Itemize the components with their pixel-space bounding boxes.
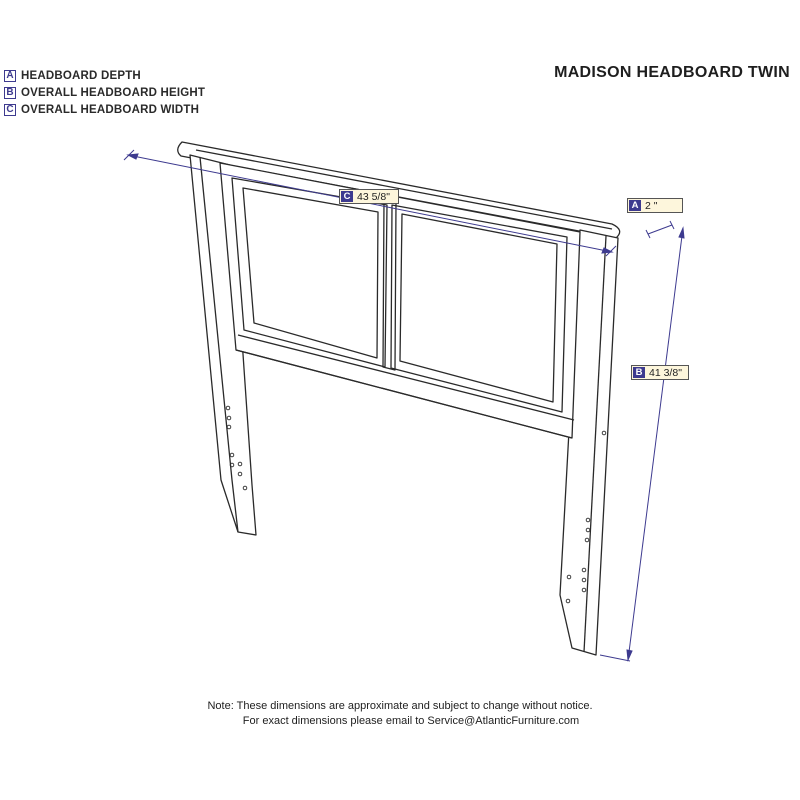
dimension-value-height: 41 3/8" [649, 366, 682, 379]
dimension-key-c: C [341, 191, 353, 202]
dimension-value-width: 43 5/8" [357, 190, 390, 203]
note-line-1: Note: These dimensions are approximate and subject to change without notice. [207, 700, 593, 712]
legend-label-depth: HEADBOARD DEPTH [21, 70, 141, 82]
legend-label-width: OVERALL HEADBOARD WIDTH [21, 104, 200, 116]
dimension-key-a: A [629, 200, 641, 211]
dimension-tag-depth [627, 198, 683, 213]
dimension-key-b: B [633, 367, 645, 378]
disclaimer-note [0, 699, 800, 729]
dimension-value-depth: 2 " [645, 199, 658, 212]
note-line-2: For exact dimensions please email to Service@AtlanticFurniture.com [242, 715, 580, 727]
legend-key-c: C [4, 104, 16, 116]
legend-key-b: B [4, 87, 16, 99]
legend-label-height: OVERALL HEADBOARD HEIGHT [21, 87, 206, 99]
panel-frame [220, 163, 580, 438]
dimension-line-height [628, 228, 683, 660]
legend-key-a: A [4, 70, 16, 82]
dimension-tag-height [631, 365, 689, 380]
dimension-tag-width [339, 189, 399, 204]
dimension-line-depth [648, 225, 672, 234]
page-title: MADISON HEADBOARD TWIN [554, 64, 790, 81]
